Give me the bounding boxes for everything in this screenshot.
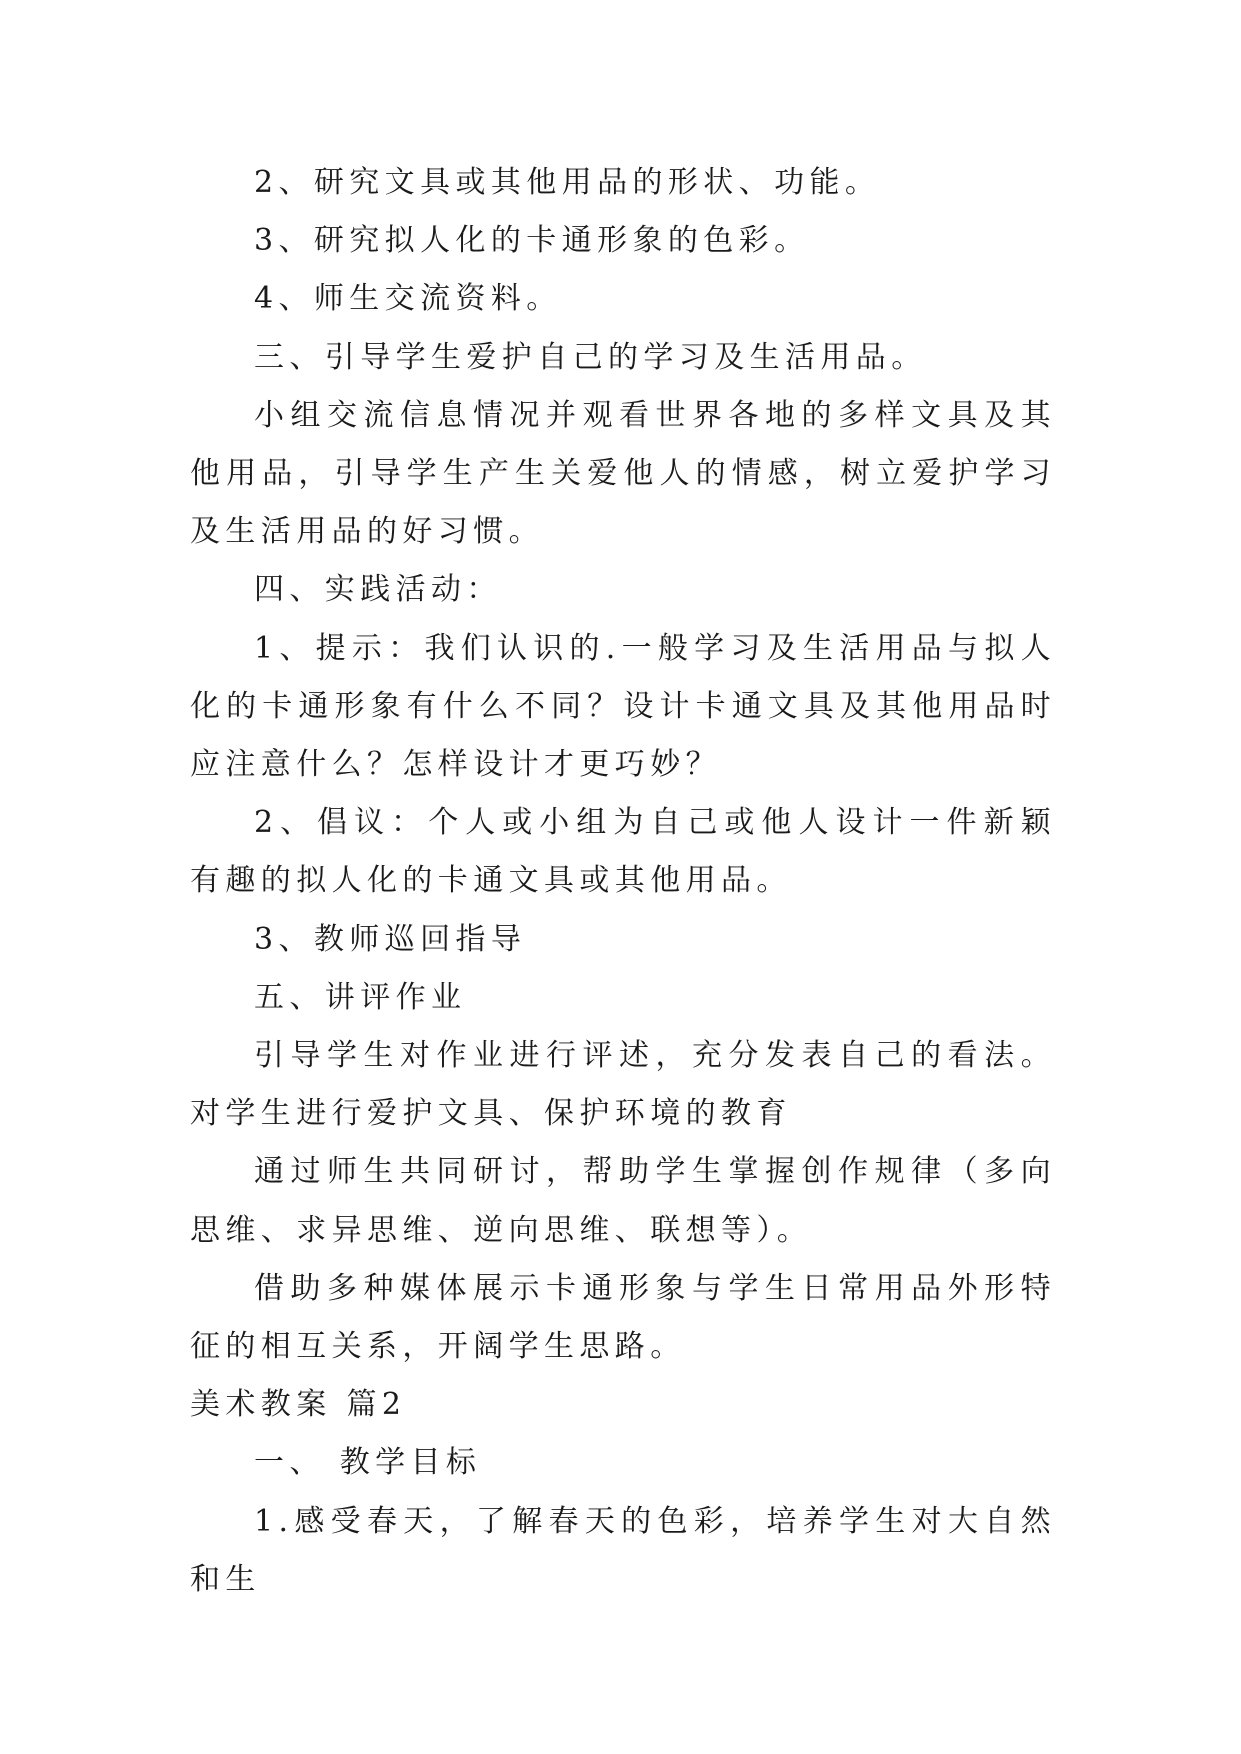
paragraph-step-3: 3、研究拟人化的卡通形象的色彩。: [254, 223, 810, 259]
paragraph-objective-1: 1.感受春天，了解春天的色彩，培养学生对大自然和生: [190, 1503, 1056, 1597]
paragraph-discussion: 通过师生共同研讨，帮助学生掌握创作规律（多向思维、求异思维、逆向思维、联想等）。: [190, 1154, 1056, 1248]
paragraph-hint: 1、提示：我们认识的.一般学习及生活用品与拟人化的卡通形象有什么不同？设计卡通文具及其他用品时应注意什么？怎样设计才更巧妙？: [190, 630, 1056, 783]
section-heading-4: 四、实践活动：: [254, 572, 502, 608]
section-heading-3: 三、引导学生爱护自己的学习及生活用品。: [254, 339, 927, 375]
paragraph-guidance: 3、教师巡回指导: [254, 921, 527, 957]
document-body: [190, 154, 1056, 1609]
paragraph-group-exchange: 小组交流信息情况并观看世界各地的多样文具及其他用品，引导学生产生关爱他人的情感，树立爱护学习及生活用品的好习惯。: [190, 397, 1056, 550]
section-heading-objectives: 一、 教学目标: [254, 1445, 482, 1481]
paragraph-media: 借助多种媒体展示卡通形象与学生日常用品外形特征的相互关系，开阔学生思路。: [190, 1270, 1056, 1365]
paragraph-proposal: 2、倡议：个人或小组为自己或他人设计一件新颖有趣的拟人化的卡通文具或其他用品。: [190, 805, 1056, 899]
paragraph-step-4: 4、师生交流资料。: [254, 281, 562, 317]
lesson-plan-title: 美术教案 篇2: [190, 1387, 407, 1423]
section-heading-5: 五、讲评作业: [254, 979, 467, 1015]
paragraph-review: 引导学生对作业进行评述，充分发表自己的看法。对学生进行爱护文具、保护环境的教育: [190, 1038, 1056, 1132]
paragraph-step-2: 2、研究文具或其他用品的形状、功能。: [254, 165, 881, 200]
